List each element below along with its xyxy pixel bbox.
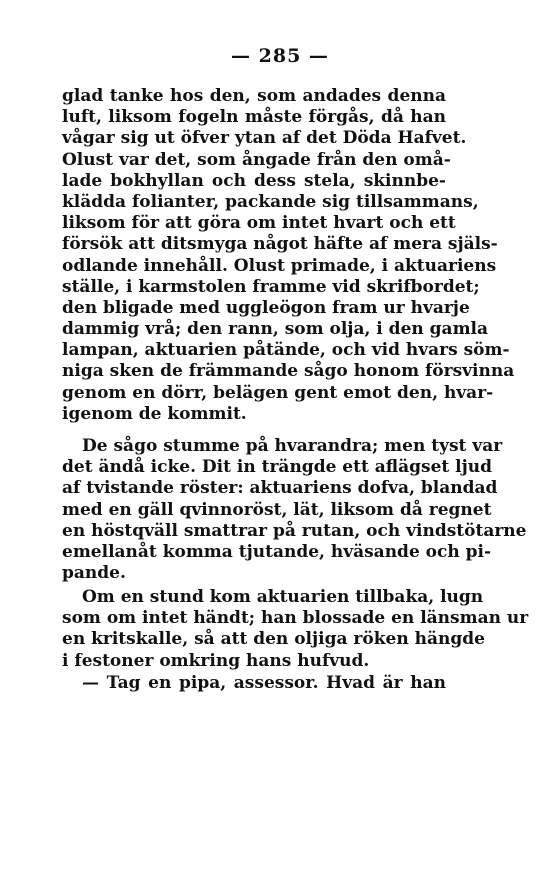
text-line: den bligade med uggleögon fram ur hvarje bbox=[62, 297, 470, 318]
text-line: klädda folianter, packande sig tillsammans, bbox=[62, 191, 479, 212]
text-line: liksom för att göra om intet hvart och ett bbox=[62, 213, 456, 234]
text-line: med en gäll qvinnoröst, lät, liksom då regnet bbox=[62, 499, 492, 520]
text-line: Olust var det, som ångade från den omå- bbox=[62, 149, 451, 170]
text-line: lampan, aktuarien påtände, och vid hvars söm- bbox=[62, 340, 510, 361]
text-line: glad tanke hos den, som andades denna bbox=[62, 86, 446, 106]
text-line: försök att ditsmyga något häfte af mera själs- bbox=[62, 234, 498, 255]
paragraph-4 bbox=[62, 673, 446, 694]
text-line: genom en dörr, belägen gent emot den, hvar- bbox=[62, 382, 494, 403]
text-line: i festoner omkring hans hufvud. bbox=[62, 650, 370, 671]
page-number: — 285 — bbox=[231, 45, 329, 67]
text-line: Om en stund kom aktuarien tillbaka, lugn bbox=[82, 587, 484, 607]
text-line: niga sken de främmande sågo honom försvinna bbox=[62, 361, 515, 382]
paragraph-1 bbox=[62, 86, 515, 425]
paragraph-3 bbox=[62, 587, 529, 672]
text-line: luft, liksom fogeln måste förgås, då han bbox=[62, 107, 446, 128]
text-line: lade bokhyllan och dess stela, skinnbe- bbox=[62, 170, 446, 191]
text-line: De sågo stumme på hvarandra; men tyst var bbox=[82, 436, 503, 456]
text-line: odlande innehåll. Olust primade, i aktuariens bbox=[62, 255, 497, 276]
text-line: det ändå icke. Dit in trängde ett aflägset ljud bbox=[62, 457, 493, 478]
text-line: igenom de kommit. bbox=[62, 403, 247, 424]
text-line: ställe, i karmstolen framme vid skrifbordet; bbox=[62, 276, 480, 297]
text-line: — Tag en pipa, assessor. Hvad är han bbox=[82, 673, 446, 693]
text-line: emellanåt komma tjutande, hväsande och pi- bbox=[62, 541, 492, 562]
text-line: af tvistande röster: aktuariens dofva, blandad bbox=[62, 478, 498, 499]
paragraph-2 bbox=[62, 436, 527, 584]
text-line: vågar sig ut öfver ytan af det Döda Hafvet. bbox=[62, 128, 467, 149]
text-line: pande. bbox=[62, 563, 126, 584]
text-line: en höstqväll smattrar på rutan, och vindstötarne bbox=[62, 520, 527, 541]
text-line: en kritskalle, så att den oljiga röken hängde bbox=[62, 629, 485, 650]
text-line: dammig vrå; den rann, som olja, i den gamla bbox=[62, 319, 489, 340]
text-line: som om intet händt; han blossade en länsman ur bbox=[62, 608, 529, 629]
